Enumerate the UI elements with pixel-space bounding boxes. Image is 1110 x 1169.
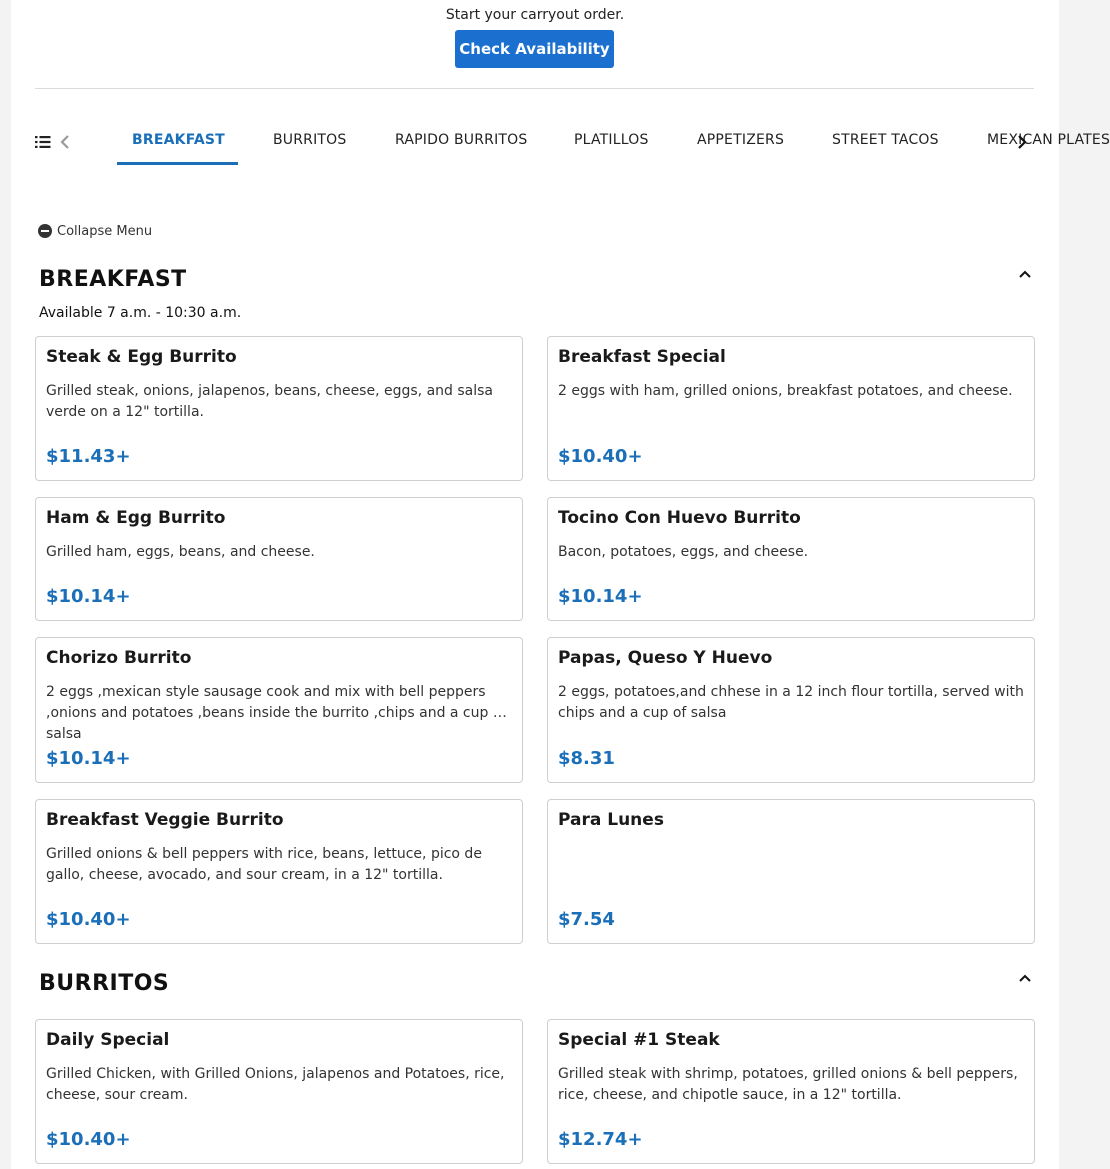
item-price: $7.54 xyxy=(558,909,615,930)
carryout-banner xyxy=(11,0,1059,88)
menu-item-card[interactable] xyxy=(547,497,1035,621)
item-price: $10.40+ xyxy=(558,446,643,467)
item-name: Steak & Egg Burrito xyxy=(46,347,237,367)
chevron-right-icon[interactable] xyxy=(1015,134,1029,150)
item-price: $10.40+ xyxy=(46,909,131,930)
collapse-menu-button[interactable] xyxy=(38,222,152,240)
item-price: $10.14+ xyxy=(558,586,643,607)
check-availability-button[interactable]: Check Availability xyxy=(455,30,614,68)
section-subtitle-breakfast: Available 7 a.m. - 10:30 a.m. xyxy=(39,305,242,321)
tab-mexican-plates[interactable]: MEXICAN PLATES xyxy=(987,132,1110,148)
menu-item-card[interactable] xyxy=(35,637,523,783)
item-description: Grilled onions & bell peppers with rice, beans, lettuce, pico de gallo, cheese, avocado, and sour cream, in a 12" tortilla. xyxy=(46,846,482,883)
item-price: $10.14+ xyxy=(46,586,131,607)
carryout-prompt: Start your carryout order. xyxy=(445,7,625,23)
menu-item-card[interactable] xyxy=(547,637,1035,783)
item-description: 2 eggs with ham, grilled onions, breakfast potatoes, and cheese. xyxy=(558,383,1013,399)
menu-item-card[interactable] xyxy=(35,497,523,621)
minus-circle-icon xyxy=(38,224,52,238)
item-price: $12.74+ xyxy=(558,1129,643,1150)
menu-item-card[interactable] xyxy=(35,1019,523,1164)
item-name: Breakfast Special xyxy=(558,347,726,367)
chevron-left-icon[interactable] xyxy=(58,134,72,150)
item-price: $8.31 xyxy=(558,748,615,769)
menu-item-card[interactable] xyxy=(547,336,1035,481)
chevron-up-icon[interactable] xyxy=(1018,973,1032,983)
collapse-menu-label: Collapse Menu xyxy=(57,223,153,239)
item-description: Grilled steak with shrimp, potatoes, grilled onions & bell peppers, rice, cheese, and chipotle sauce, in a 12" tortilla. xyxy=(558,1066,1018,1103)
tab-rapido-burritos[interactable]: RAPIDO BURRITOS xyxy=(395,132,528,148)
divider xyxy=(35,88,1034,89)
item-price: $11.43+ xyxy=(46,446,131,467)
item-name: Tocino Con Huevo Burrito xyxy=(558,508,801,528)
section-title-burritos: BURRITOS xyxy=(39,971,170,996)
menu-item-card[interactable] xyxy=(35,336,523,481)
item-name: Ham & Egg Burrito xyxy=(46,508,226,528)
tab-appetizers[interactable]: APPETIZERS xyxy=(697,132,785,148)
tabs-viewport xyxy=(93,106,1110,168)
item-description: Grilled steak, onions, jalapenos, beans, cheese, eggs, and salsa verde on a 12" tortilla. xyxy=(46,383,493,420)
item-description: 2 eggs, potatoes,and chhese in a 12 inch flour tortilla, served with chips and a cup of salsa xyxy=(558,684,1024,721)
section-title-breakfast: BREAKFAST xyxy=(39,267,187,292)
menu-item-card[interactable] xyxy=(35,799,523,944)
item-description: Grilled ham, eggs, beans, and cheese. xyxy=(46,544,315,560)
item-description: Grilled Chicken, with Grilled Onions, jalapenos and Potatoes, rice, cheese, sour cream. xyxy=(46,1066,505,1103)
item-name: Papas, Queso Y Huevo xyxy=(558,648,773,668)
list-icon[interactable] xyxy=(35,135,51,149)
menu-page xyxy=(11,0,1110,1169)
chevron-up-icon[interactable] xyxy=(1018,269,1032,279)
item-name: Chorizo Burrito xyxy=(46,648,192,668)
item-name: Breakfast Veggie Burrito xyxy=(46,810,284,830)
item-name: Special #1 Steak xyxy=(558,1030,720,1050)
item-price: $10.14+ xyxy=(46,748,131,769)
tab-platillos[interactable]: PLATILLOS xyxy=(574,132,649,148)
item-description: Bacon, potatoes, eggs, and cheese. xyxy=(558,544,809,560)
tab-burritos[interactable]: BURRITOS xyxy=(273,132,347,148)
menu-item-card[interactable] xyxy=(547,1019,1035,1164)
tab-street-tacos[interactable]: STREET TACOS xyxy=(832,132,939,148)
item-name: Para Lunes xyxy=(558,810,664,830)
item-description: 2 eggs ,mexican style sausage cook and mix with bell peppers ,onions and potatoes ,beans inside the burrito ,chips and a cup of salsa xyxy=(46,684,507,742)
menu-item-card[interactable] xyxy=(547,799,1035,944)
item-name: Daily Special xyxy=(46,1030,170,1050)
tab-breakfast[interactable]: BREAKFAST xyxy=(132,132,225,148)
category-tab-bar xyxy=(35,106,1110,168)
item-price: $10.40+ xyxy=(46,1129,131,1150)
active-tab-indicator xyxy=(117,162,238,165)
